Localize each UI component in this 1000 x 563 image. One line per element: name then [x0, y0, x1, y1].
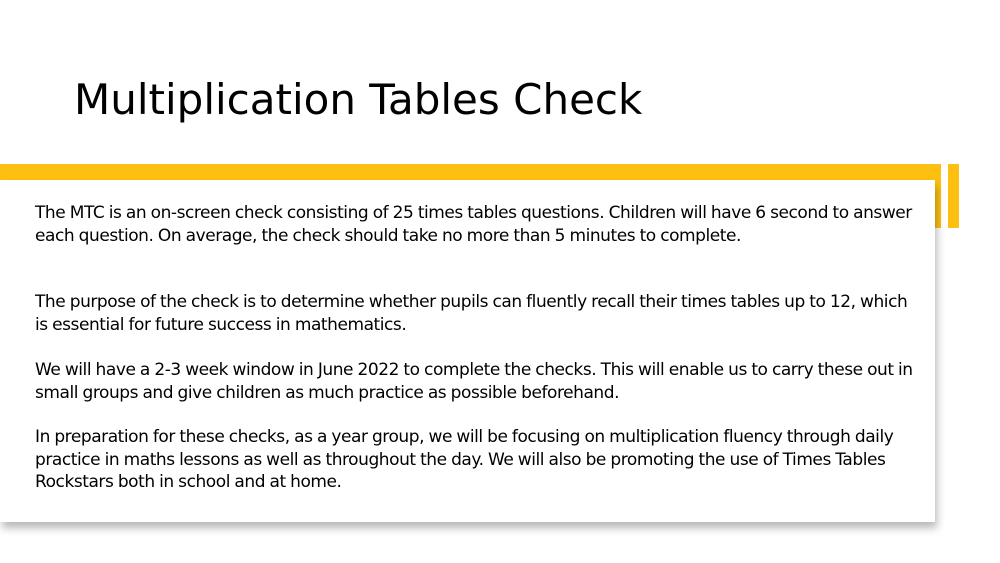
paragraph-schedule: We will have a 2-3 week window in June 2022 to complete the checks. This will enable us to carry these out in small groups and give children as much practice as possible beforehand. — [35, 360, 913, 403]
paragraph-purpose: The purpose of the check is to determine whether pupils can fluently recall their times tables up to 12, which is essential for future success in mathematics. — [35, 292, 908, 335]
slide-title: Multiplication Tables Check — [74, 75, 643, 124]
accent-bar-right — [948, 164, 959, 228]
accent-bar-left — [935, 164, 941, 228]
paragraph-preparation: In preparation for these checks, as a year group, we will be focusing on multiplication fluency through daily practice in maths lessons as well as throughout the day. We will also be promoting the use of Times Tables Rockstars both in school and at home. — [35, 427, 894, 492]
paragraph-mtc-overview: The MTC is an on-screen check consisting of 25 times tables questions. Children will have 6 second to answer each question. On average, the check should take no more than 5 minutes to complete. — [35, 203, 912, 246]
accent-band — [0, 164, 941, 180]
